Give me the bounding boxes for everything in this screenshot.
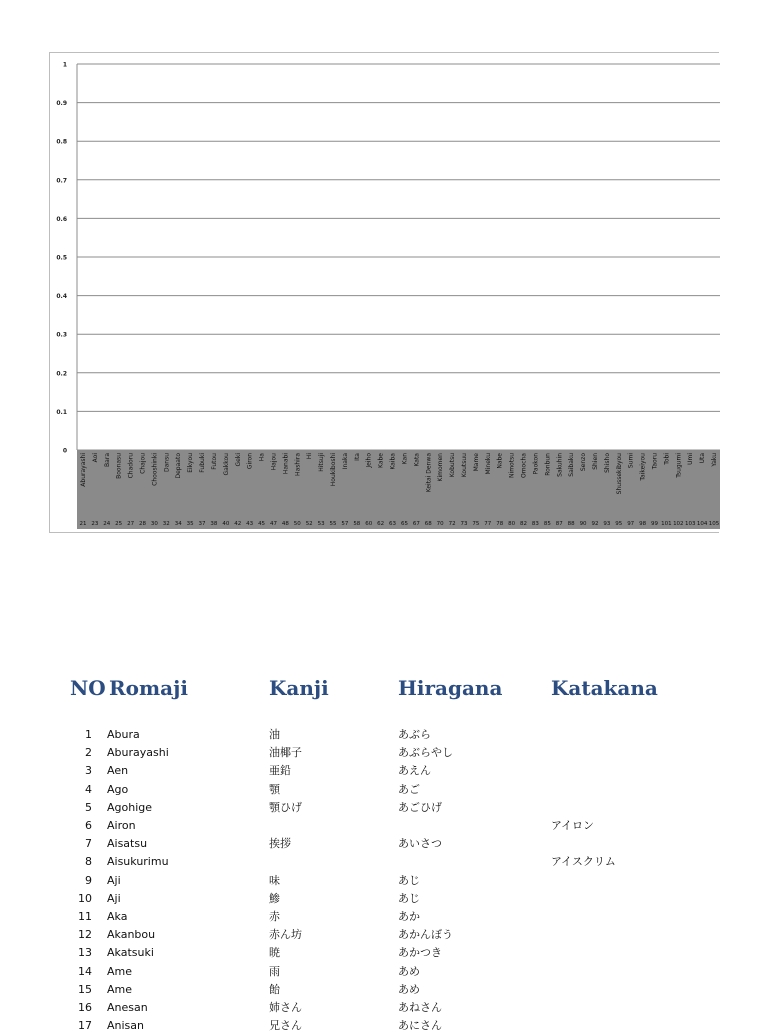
x-category-label: Sumi: [627, 453, 635, 469]
x-category-label: Saibaku: [568, 453, 576, 477]
cell-no: 10: [78, 891, 92, 905]
header-no: NO: [70, 676, 106, 700]
cell-romaji: Anesan: [107, 1001, 148, 1014]
x-category-label: Senzo: [580, 453, 588, 472]
x-number-label: 99: [651, 521, 659, 527]
cell-kanji: 油: [269, 728, 280, 741]
x-number-label: 92: [591, 521, 599, 527]
x-category-label: Eikyou: [187, 453, 195, 473]
x-number-label: 75: [472, 521, 480, 527]
y-tick-label: 0.3: [56, 331, 67, 339]
header-katakana: Katakana: [551, 676, 658, 700]
x-number-label: 40: [222, 521, 230, 527]
cell-no: 17: [78, 1019, 92, 1033]
x-number-label: 67: [412, 521, 420, 527]
x-category-label: Kobutsu: [449, 453, 457, 478]
y-tick-label: 0.7: [56, 177, 67, 185]
cell-hiragana: あかつき: [398, 946, 442, 960]
x-category-label: Hi: [306, 453, 314, 460]
x-category-label: Aoi: [91, 453, 99, 463]
table-row: [66, 744, 726, 762]
bar-chart: [50, 53, 720, 534]
cell-no: 3: [85, 764, 92, 778]
x-number-label: 34: [174, 521, 182, 527]
cell-romaji: Ago: [107, 782, 129, 796]
x-category-label: Geki: [234, 453, 242, 467]
x-number-label: 60: [365, 521, 373, 527]
cell-kanji: 雨: [269, 964, 280, 978]
cell-hiragana: あめ: [398, 964, 420, 978]
x-number-label: 87: [555, 521, 563, 527]
cell-romaji: Airon: [107, 819, 136, 832]
x-number-label: 58: [353, 521, 361, 527]
cell-no: 6: [85, 819, 92, 832]
x-number-label: 65: [400, 521, 408, 527]
cell-kanji: 姉さん: [269, 1001, 302, 1014]
x-category-label: Hanabi: [282, 453, 290, 475]
x-number-label: 55: [329, 521, 337, 527]
table-row: [66, 926, 726, 944]
x-number-label: 48: [281, 521, 289, 527]
table-row: [66, 781, 726, 799]
cell-hiragana: あえん: [398, 764, 431, 778]
x-category-label: Ha: [258, 453, 266, 462]
x-category-label: Shien: [591, 453, 599, 470]
category-label-band: [77, 450, 720, 529]
table-row: [66, 853, 726, 871]
x-category-label: Inaka: [341, 453, 349, 470]
cell-no: 7: [85, 837, 92, 851]
cell-hiragana: あごひげ: [398, 800, 442, 814]
x-category-label: Boonasu: [115, 453, 123, 479]
cell-romaji: Aji: [107, 873, 121, 887]
table-row: [66, 762, 726, 780]
x-number-label: 85: [543, 521, 551, 527]
x-number-label: 37: [198, 521, 206, 527]
x-category-label: Kata: [413, 453, 421, 467]
table-row: [66, 726, 726, 744]
cell-no: 13: [78, 946, 92, 960]
y-tick-label: 0.9: [56, 100, 67, 108]
header-kanji: Kanji: [269, 676, 329, 700]
table-row: [66, 999, 726, 1017]
x-category-label: Ronbun: [544, 453, 552, 476]
cell-katakana: アイロン: [551, 819, 595, 832]
x-category-label: Nabe: [496, 453, 504, 469]
cell-no: 9: [85, 873, 92, 887]
x-number-label: 57: [341, 521, 349, 527]
x-category-label: Tobi: [663, 453, 671, 465]
cell-romaji: Anisan: [107, 1019, 144, 1033]
cell-no: 2: [85, 746, 92, 760]
x-number-label: 98: [639, 521, 647, 527]
cell-hiragana: あじ: [398, 873, 420, 887]
x-number-label: 78: [496, 521, 504, 527]
y-tick-label: 1: [62, 61, 67, 69]
x-number-label: 93: [603, 521, 611, 527]
x-number-label: 30: [150, 521, 158, 527]
x-number-label: 45: [258, 521, 266, 527]
x-category-label: Yaku: [711, 453, 719, 467]
cell-romaji: Aen: [107, 764, 129, 778]
x-number-label: 52: [305, 521, 313, 527]
cell-no: 8: [85, 855, 92, 869]
x-category-label: Hajou: [270, 453, 278, 471]
cell-romaji: Aburayashi: [107, 746, 169, 760]
x-category-label: Keitai Denwa: [425, 453, 433, 493]
x-number-label: 80: [508, 521, 516, 527]
x-number-label: 77: [484, 521, 492, 527]
x-category-label: Giron: [246, 453, 254, 470]
x-number-label: 90: [579, 521, 587, 527]
x-number-label: 63: [389, 521, 397, 527]
x-number-label: 28: [138, 521, 146, 527]
cell-kanji: 亜鉛: [269, 764, 291, 778]
cell-kanji: 顎: [269, 782, 280, 796]
cell-no: 1: [85, 728, 92, 741]
cell-kanji: 赤ん坊: [269, 928, 302, 942]
cell-kanji: 味: [269, 873, 280, 887]
cell-romaji: Aisatsu: [107, 837, 148, 851]
x-number-label: 50: [293, 521, 301, 527]
x-category-label: Aburayashi: [79, 453, 87, 487]
x-category-label: Gakkou: [222, 453, 230, 476]
cell-hiragana: あじ: [398, 891, 420, 905]
y-tick-label: 0.4: [56, 293, 67, 301]
cell-romaji: Ame: [107, 964, 133, 978]
table-row: [66, 890, 726, 908]
x-number-label: 70: [436, 521, 444, 527]
y-tick-label: 0.1: [56, 408, 67, 416]
x-category-label: Sakuhin: [556, 453, 564, 477]
x-number-label: 88: [567, 521, 575, 527]
cell-kanji: 鯵: [269, 891, 280, 905]
x-category-label: Chooshinki: [151, 453, 159, 486]
x-category-label: Taoru: [651, 453, 659, 470]
cell-kanji: 顎ひげ: [269, 800, 302, 814]
x-number-label: 21: [79, 521, 87, 527]
cell-romaji: Abura: [107, 728, 140, 741]
x-category-label: Bara: [103, 453, 111, 467]
x-number-label: 83: [531, 521, 539, 527]
x-number-label: 62: [377, 521, 385, 527]
x-number-label: 47: [269, 521, 277, 527]
cell-hiragana: あぶらやし: [398, 746, 453, 760]
x-number-label: 53: [317, 521, 325, 527]
x-category-label: Kimomen: [437, 453, 445, 482]
x-category-label: Tsugumi: [675, 453, 683, 478]
x-number-label: 24: [103, 521, 111, 527]
x-category-label: Houkiboshi: [330, 453, 338, 487]
x-category-label: Ita: [353, 453, 361, 461]
table-row: [66, 817, 726, 835]
cell-romaji: Ame: [107, 982, 133, 996]
chart-container: [49, 52, 719, 533]
x-category-label: Koutsuu: [460, 453, 468, 478]
x-number-label: 97: [627, 521, 635, 527]
cell-hiragana: あかんぼう: [398, 928, 453, 942]
cell-no: 11: [78, 910, 92, 923]
cell-no: 15: [78, 982, 92, 996]
cell-kanji: 挨拶: [269, 837, 291, 851]
cell-kanji: 飴: [269, 982, 280, 996]
x-number-label: 38: [210, 521, 218, 527]
table-row: [66, 799, 726, 817]
cell-no: 4: [85, 782, 92, 796]
x-category-label: Fubuki: [199, 453, 207, 473]
x-category-label: Chadoru: [127, 453, 135, 479]
cell-romaji: Aka: [107, 910, 128, 923]
cell-romaji: Akatsuki: [107, 946, 154, 960]
x-category-label: Omocha: [520, 453, 528, 479]
table-row: [66, 872, 726, 890]
x-category-label: Futou: [210, 453, 218, 470]
cell-hiragana: あご: [398, 782, 420, 796]
cell-kanji: 赤: [269, 910, 280, 923]
cell-no: 16: [78, 1001, 92, 1014]
x-number-label: 102: [673, 521, 684, 527]
y-tick-label: 0.6: [56, 215, 67, 223]
table-row: [66, 835, 726, 853]
x-number-label: 95: [615, 521, 623, 527]
x-number-label: 105: [708, 521, 720, 527]
x-category-label: Mame: [472, 453, 480, 472]
cell-romaji: Agohige: [107, 800, 153, 814]
x-number-label: 32: [162, 521, 170, 527]
table-row: [66, 908, 726, 926]
x-number-label: 43: [246, 521, 254, 527]
x-number-label: 23: [91, 521, 99, 527]
x-number-label: 72: [448, 521, 456, 527]
x-category-label: Paokon: [532, 453, 540, 475]
x-category-label: Mineku: [484, 453, 492, 475]
x-category-label: Nimotsu: [508, 453, 516, 478]
table-row: [66, 944, 726, 962]
cell-no: 5: [85, 800, 92, 814]
cell-hiragana: あか: [398, 910, 420, 923]
x-category-label: Kabe: [377, 453, 385, 469]
cell-hiragana: あめ: [398, 982, 420, 996]
x-number-label: 25: [115, 521, 123, 527]
x-number-label: 27: [127, 521, 135, 527]
cell-katakana: アイスクリム: [551, 855, 616, 869]
x-category-label: Chajou: [139, 453, 147, 474]
header-romaji: Romaji: [109, 676, 188, 700]
x-category-label: Shussekibyou: [615, 453, 623, 495]
cell-hiragana: あいさつ: [398, 837, 442, 851]
x-number-label: 104: [696, 521, 708, 527]
x-category-label: Umi: [687, 453, 695, 465]
x-category-label: Dansu: [163, 453, 171, 473]
y-tick-label: 0.8: [56, 138, 67, 146]
y-tick-label: 0: [62, 447, 67, 455]
x-number-label: 73: [460, 521, 468, 527]
x-category-label: Jeiho: [365, 453, 373, 468]
table-row: [66, 981, 726, 999]
x-category-label: Uta: [699, 453, 707, 464]
cell-romaji: Aisukurimu: [107, 855, 169, 869]
x-category-label: Kaiba: [389, 453, 397, 470]
x-number-label: 68: [424, 521, 432, 527]
x-category-label: Shisho: [603, 453, 611, 473]
cell-kanji: 兄さん: [269, 1019, 302, 1033]
x-category-label: Taikeiyou: [639, 453, 647, 481]
y-tick-label: 0.5: [56, 254, 67, 262]
cell-kanji: 油椰子: [269, 746, 302, 760]
cell-hiragana: あぶら: [398, 728, 431, 741]
x-category-label: Kan: [401, 453, 409, 465]
cell-kanji: 暁: [269, 946, 280, 960]
cell-romaji: Akanbou: [107, 928, 156, 942]
x-category-label: Depaato: [175, 453, 183, 479]
x-category-label: Hashira: [294, 453, 302, 476]
cell-no: 14: [78, 964, 92, 978]
x-number-label: 35: [186, 521, 194, 527]
cell-hiragana: あねさん: [398, 1001, 442, 1014]
cell-no: 12: [78, 928, 92, 942]
cell-romaji: Aji: [107, 891, 121, 905]
cell-hiragana: あにさん: [398, 1019, 442, 1033]
x-number-label: 103: [684, 521, 696, 527]
x-number-label: 82: [520, 521, 528, 527]
table-row: [66, 1017, 726, 1035]
y-tick-label: 0.2: [56, 370, 67, 378]
header-hiragana: Hiragana: [398, 676, 503, 700]
x-number-label: 42: [234, 521, 242, 527]
x-number-label: 101: [661, 521, 672, 527]
table-row: [66, 963, 726, 981]
x-category-label: Hitsuji: [318, 453, 326, 472]
